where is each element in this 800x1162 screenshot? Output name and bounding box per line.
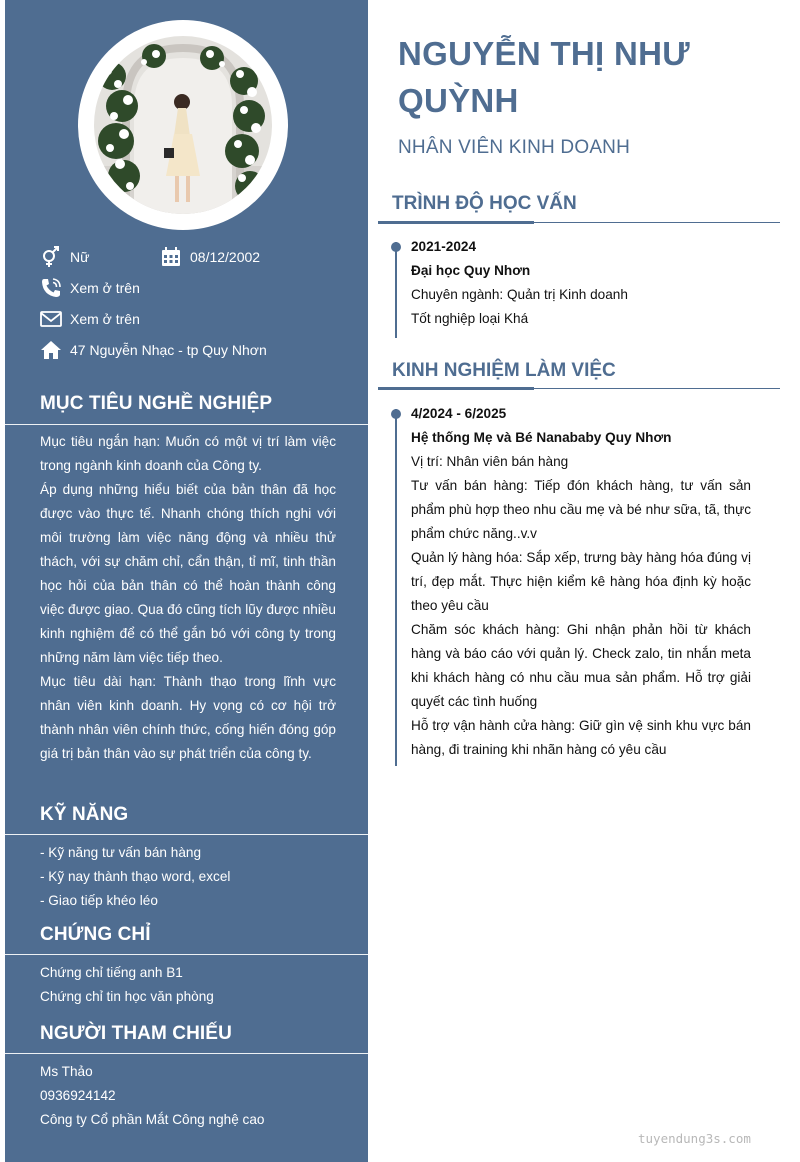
- certificates-list: [40, 961, 336, 1009]
- certificates-divider: [5, 954, 368, 955]
- education-school: Đại học Quy Nhơn: [411, 263, 531, 278]
- phone-row: [40, 277, 140, 299]
- watermark: tuyendung3s.com: [638, 1131, 751, 1146]
- objective-text: [40, 430, 336, 766]
- email-icon: [40, 308, 62, 330]
- education-timeline-dot: [391, 242, 401, 252]
- list-item: - Kỹ nay thành thạo word, excel: [40, 869, 231, 884]
- references-divider: [5, 1053, 368, 1054]
- experience-title: KINH NGHIỆM LÀM VIỆC: [392, 360, 616, 381]
- experience-company: Hệ thống Mẹ và Bé Nanababy Quy Nhơn: [411, 430, 672, 445]
- phone-text: Xem ở trên: [70, 280, 140, 296]
- gender-icon: [40, 246, 62, 268]
- objective-paragraph: Mục tiêu ngắn hạn: Muốn có một vị trí làm việc trong ngành kinh doanh của Công ty.: [40, 434, 336, 473]
- phone-icon: [40, 277, 62, 299]
- education-result: Tốt nghiệp loại Khá: [411, 311, 529, 326]
- skills-list: [40, 841, 336, 913]
- list-item: 0936924142: [40, 1088, 116, 1103]
- avatar: [94, 36, 272, 214]
- list-item: - Kỹ năng tư vấn bán hàng: [40, 845, 202, 860]
- education-divider-accent: [378, 221, 534, 224]
- education-entry: [411, 235, 751, 331]
- experience-paragraph: Quản lý hàng hóa: Sắp xếp, trưng bày hàng hóa đúng vị trí, đẹp mắt. Thực hiện kiểm kê hàng hóa định kỳ hoặc theo yêu cầu: [411, 550, 751, 613]
- references-list: [40, 1060, 336, 1132]
- gender-row: [40, 246, 89, 268]
- list-item: Ms Thảo: [40, 1064, 93, 1079]
- birthdate-text: 08/12/2002: [190, 249, 261, 265]
- list-item: Chứng chỉ tiếng anh B1: [40, 965, 183, 980]
- address-text: 47 Nguyễn Nhạc - tp Quy Nhơn: [70, 342, 267, 358]
- list-item: Công ty Cổ phần Mắt Công nghệ cao: [40, 1112, 265, 1127]
- avatar-frame: [78, 20, 288, 230]
- experience-period: 4/2024 - 6/2025: [411, 406, 507, 421]
- gender-text: Nữ: [70, 249, 90, 265]
- list-item: Chứng chỉ tin học văn phòng: [40, 989, 214, 1004]
- email-text: Xem ở trên: [70, 311, 140, 327]
- experience-timeline: [395, 409, 397, 766]
- education-title: TRÌNH ĐỘ HỌC VẤN: [392, 193, 577, 214]
- experience-divider-accent: [378, 387, 534, 390]
- education-period: 2021-2024: [411, 239, 477, 254]
- sidebar: [5, 0, 368, 1162]
- candidate-name: NGUYỄN THỊ NHƯ QUỲNH: [398, 35, 690, 119]
- home-icon: [40, 339, 62, 361]
- list-item: - Giao tiếp khéo léo: [40, 893, 158, 908]
- candidate-position: NHÂN VIÊN KINH DOANH: [398, 137, 631, 158]
- email-row: [40, 308, 140, 330]
- skills-divider: [5, 834, 368, 835]
- experience-timeline-dot: [391, 409, 401, 419]
- birthdate-row: [160, 246, 260, 268]
- objective-divider: [5, 424, 368, 425]
- objective-paragraph: Mục tiêu dài hạn: Thành thạo trong lĩnh vực nhân viên kinh doanh. Hy vọng có cơ hội trở thành nhân viên chính thức, cống hiến đóng góp giá trị bản thân vào sự phát triển của công ty.: [40, 674, 336, 761]
- address-row: [40, 339, 267, 361]
- education-major: Chuyên ngành: Quản trị Kinh doanh: [411, 287, 628, 302]
- references-title: NGƯỜI THAM CHIẾU: [40, 1023, 232, 1044]
- experience-paragraph: Chăm sóc khách hàng: Ghi nhận phản hồi từ khách hàng và báo cáo với quản lý. Check zalo, tin nhắn meta khi khách hàng có nhu cầu mua sản phẩm. Hỗ trợ giải quyết các tình huống: [411, 622, 751, 709]
- skills-title: KỸ NĂNG: [40, 804, 129, 825]
- experience-paragraph: Vị trí: Nhân viên bán hàng: [411, 454, 569, 469]
- certificates-title: CHỨNG CHỈ: [40, 924, 151, 945]
- experience-entry: [411, 402, 751, 762]
- education-timeline: [395, 242, 397, 338]
- calendar-icon: [160, 246, 182, 268]
- objective-paragraph: Áp dụng những hiểu biết của bản thân đã học được vào thực tế. Nhanh chóng thích nghi với môi trường làm việc năng động và nhiều thử thách, với sự chăm chỉ, cẩn thận, tỉ mĩ, tinh thần học hỏi của bản thân có thể hoàn thành công việc được giao. Qua đó cũng tích lũy được nhiều kinh nghiệm để có thể gắn bó với công ty trong những năm làm việc tiếp theo.: [40, 482, 336, 665]
- experience-paragraph: Tư vấn bán hàng: Tiếp đón khách hàng, tư vấn sản phẩm phù hợp theo nhu cầu mẹ và bé như sữa, tã, thực phẩm chức năng..v.v: [411, 478, 751, 541]
- experience-paragraph: Hỗ trợ vận hành cửa hàng: Giữ gìn vệ sinh khu vực bán hàng, đi training khi nhãn hàng có yêu cầu: [411, 718, 751, 757]
- objective-title: MỤC TIÊU NGHỀ NGHIỆP: [40, 393, 273, 414]
